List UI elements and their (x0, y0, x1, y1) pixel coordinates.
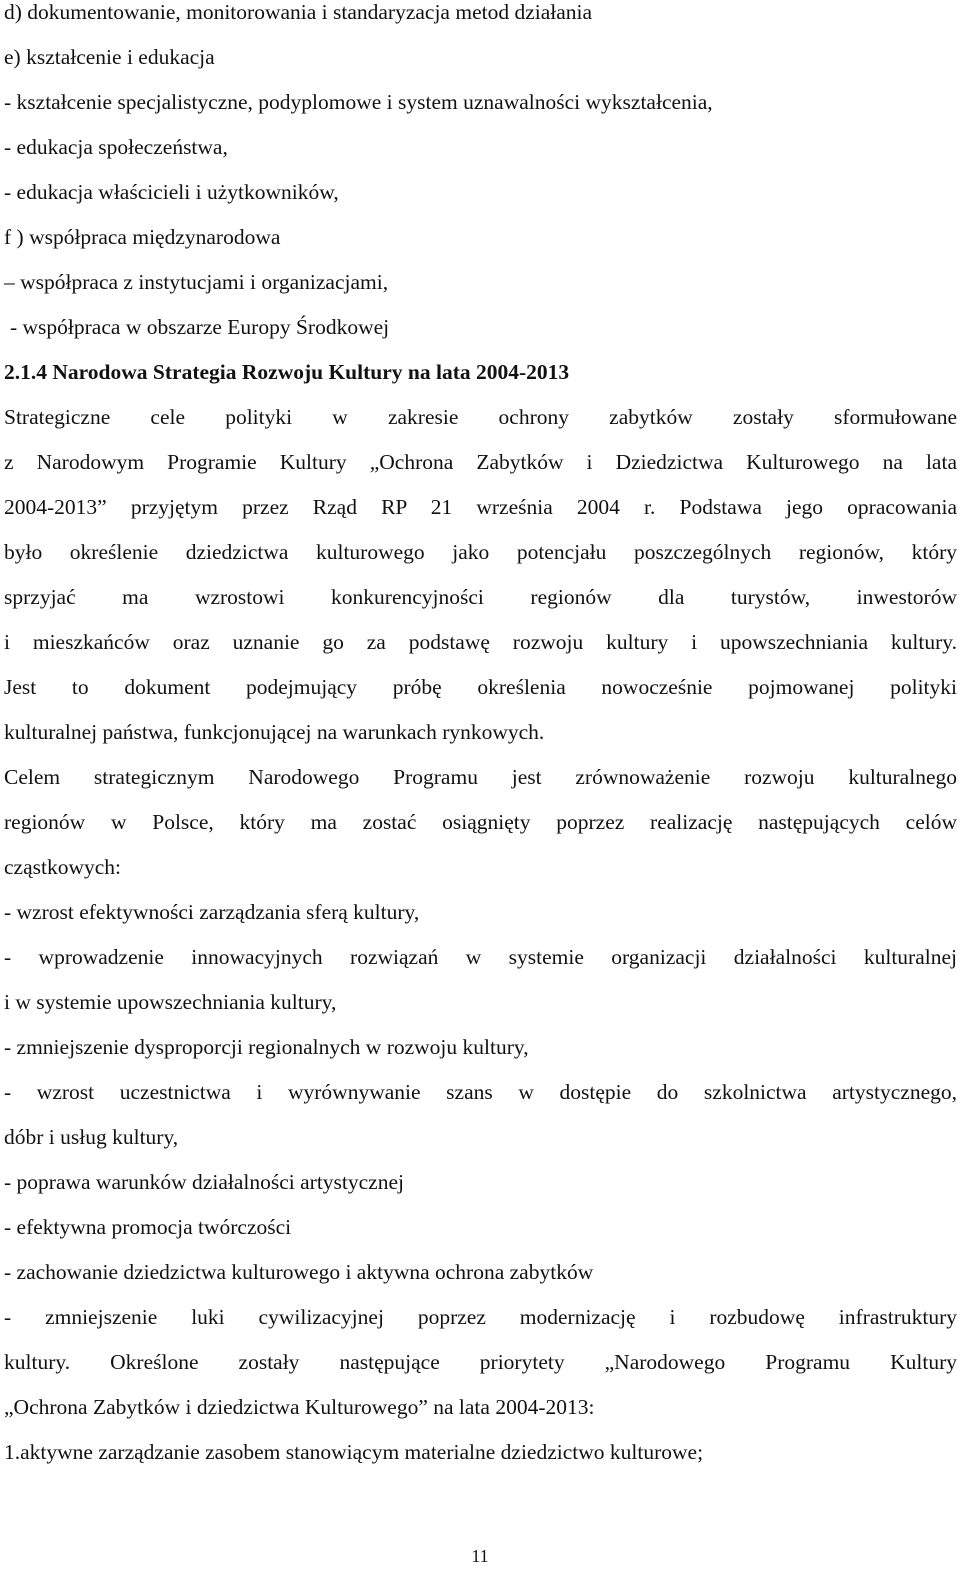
priority-item: 1.aktywne zarządzanie zasobem stanowiącym materialne dziedzictwo kulturowe; (4, 1440, 704, 1464)
goal-item: - zachowanie dziedzictwa kulturowego i aktywna ochrona zabytków (4, 1260, 594, 1284)
paragraph1-line: było określenie dziedzictwa kulturowego jako potencjału poszczególnych regionów, który (4, 540, 957, 564)
page-content (4, 0, 957, 1475)
goal-item-continuation: i w systemie upowszechniania kultury, (4, 990, 337, 1014)
list-item-f-1: – współpraca z instytucjami i organizacjami, (4, 270, 389, 294)
goal-item: - zmniejszenie luki cywilizacyjnej poprzez modernizację i rozbudowę infrastruktury (4, 1305, 957, 1329)
section-heading: 2.1.4 Narodowa Strategia Rozwoju Kultury na lata 2004-2013 (4, 360, 570, 384)
goal-item: - zmniejszenie dysproporcji regionalnych w rozwoju kultury, (4, 1035, 529, 1059)
list-item-e-3: - edukacja właścicieli i użytkowników, (4, 180, 339, 204)
paragraph1-line: 2004-2013” przyjętym przez Rząd RP 21 września 2004 r. Podstawa jego opracowania (4, 495, 957, 519)
goal-item: - wprowadzenie innowacyjnych rozwiązań w systemie organizacji działalności kulturalnej (4, 945, 957, 969)
list-item-f-2: - współpraca w obszarze Europy Środkowej (10, 315, 390, 339)
goal-item: - wzrost efektywności zarządzania sferą kultury, (4, 900, 420, 924)
goal-item: - poprawa warunków działalności artystycznej (4, 1170, 404, 1194)
list-item-e-1: - kształcenie specjalistyczne, podyplomowe i system uznawalności wykształcenia, (4, 90, 713, 114)
paragraph2-line: Celem strategicznym Narodowego Programu jest zrównoważenie rozwoju kulturalnego (4, 765, 957, 789)
paragraph1-line: z Narodowym Programie Kultury „Ochrona Zabytków i Dziedzictwa Kulturowego na lata (4, 450, 957, 474)
paragraph1-line: Jest to dokument podejmujący próbę określenia nowocześnie pojmowanej polityki (4, 675, 957, 699)
paragraph1-line: i mieszkańców oraz uznanie go za podstawę rozwoju kultury i upowszechniania kultury. (4, 630, 957, 654)
priorities-intro-line: „Ochrona Zabytków i dziedzictwa Kulturowego” na lata 2004-2013: (4, 1395, 595, 1419)
paragraph1-line: Strategiczne cele polityki w zakresie ochrony zabytków zostały sformułowane (4, 405, 957, 429)
list-item-f: f ) współpraca międzynarodowa (4, 225, 281, 249)
list-item-e: e) kształcenie i edukacja (4, 45, 215, 69)
paragraph2-line-last: cząstkowych: (4, 855, 122, 879)
paragraph1-line-last: kulturalnej państwa, funkcjonującej na warunkach rynkowych. (4, 720, 545, 744)
goal-item-continuation: dóbr i usług kultury, (4, 1125, 179, 1149)
page-number: 11 (471, 1546, 489, 1566)
priorities-intro-line: kultury. Określone zostały następujące priorytety „Narodowego Programu Kultury (4, 1350, 957, 1374)
paragraph2-line: regionów w Polsce, który ma zostać osiągnięty poprzez realizację następujących celów (4, 810, 957, 834)
paragraph1-line: sprzyjać ma wzrostowi konkurencyjności regionów dla turystów, inwestorów (4, 585, 957, 609)
list-item-e-2: - edukacja społeczeństwa, (4, 135, 228, 159)
goal-item: - wzrost uczestnictwa i wyrównywanie szans w dostępie do szkolnictwa artystycznego, (4, 1080, 957, 1104)
list-item-d: d) dokumentowanie, monitorowania i standaryzacja metod działania (4, 0, 593, 24)
goal-item: - efektywna promocja twórczości (4, 1215, 292, 1239)
